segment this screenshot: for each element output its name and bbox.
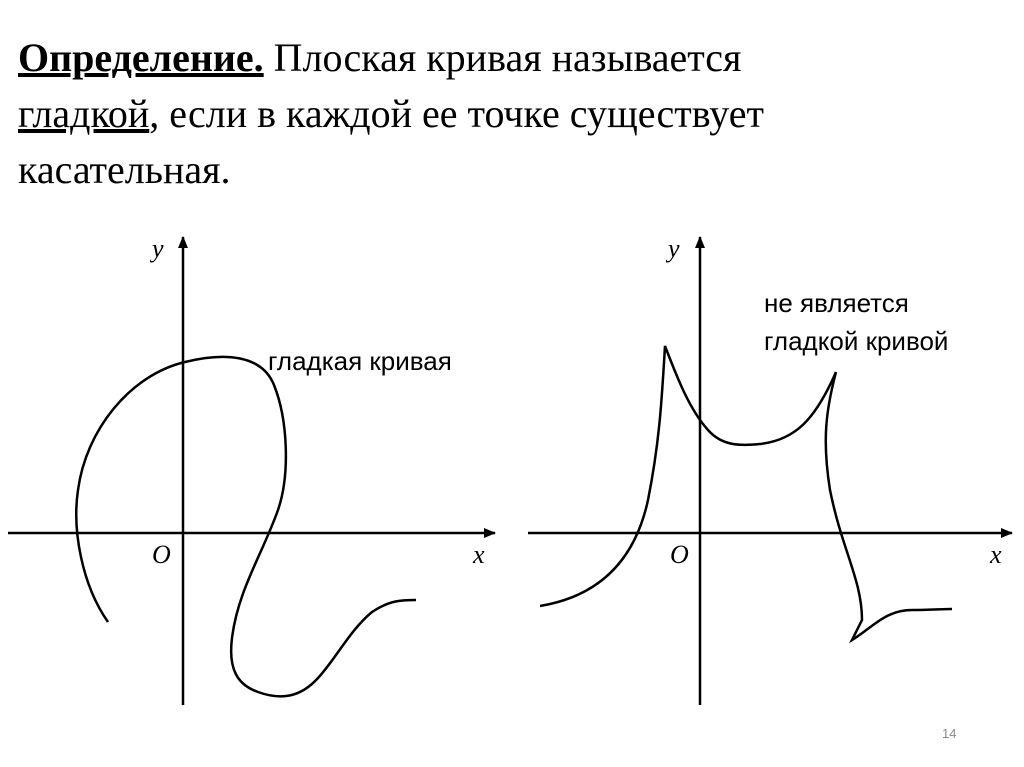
nonsmooth-label-line2: гладкой кривой [764, 326, 949, 356]
right-origin-label: O [670, 540, 689, 569]
nonsmooth-curve [540, 346, 952, 640]
left-x-label: x [473, 540, 485, 569]
left-origin-label: O [152, 540, 171, 569]
slide-number: 14 [942, 726, 957, 741]
smooth-word: гладкой [18, 91, 150, 136]
smooth-curve [76, 357, 416, 697]
right-x-label: x [990, 540, 1002, 569]
right-y-label: y [668, 234, 680, 263]
right-diagram [528, 234, 1012, 705]
definition-line3: касательная. [18, 147, 231, 192]
left-diagram [8, 234, 495, 705]
definition-term: Определение. [18, 35, 264, 80]
definition-line2: , если в каждой ее точке существует [149, 91, 764, 136]
definition-line1: Плоская кривая называется [263, 35, 742, 80]
left-y-label: y [152, 234, 164, 263]
nonsmooth-label-line1: не является [764, 288, 909, 318]
smooth-curve-label: гладкая кривая [268, 346, 452, 376]
